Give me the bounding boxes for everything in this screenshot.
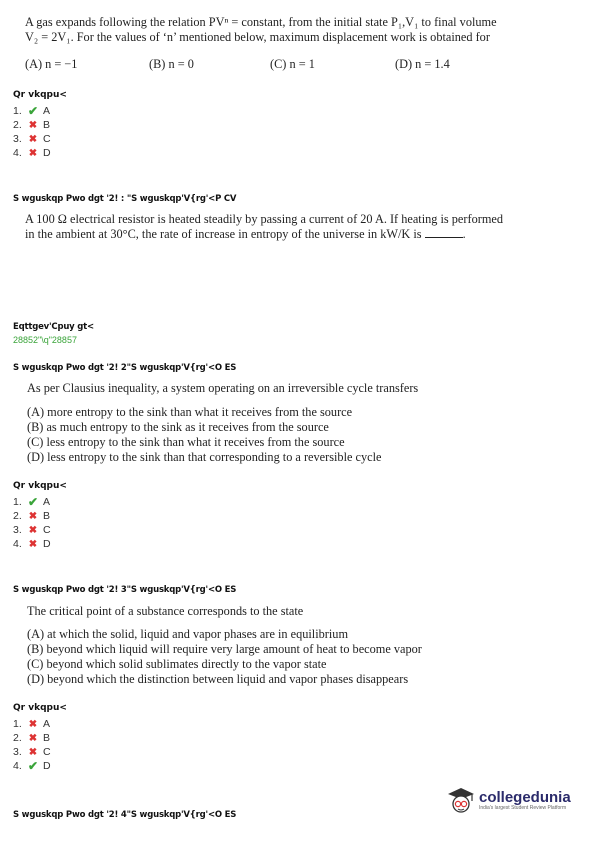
option-row [13,118,51,132]
option-number: 3. [13,746,22,758]
choice-c: (C) less entropy to the sink than what it receives from the source [27,435,345,449]
cross-icon: ✖ [28,746,38,758]
option-number: 4. [13,538,22,550]
cross-icon: ✖ [28,718,38,730]
options-list-3 [13,495,51,551]
correct-answer-value: 28852"\q"28857 [13,335,77,345]
choice-b: (B) n = 0 [149,57,194,71]
check-icon: ✔ [27,104,39,118]
question-1-choices [25,57,585,72]
option-letter: A [43,718,51,730]
option-letter: B [43,119,51,131]
question-2-header: S wguskqp Pwo dgt '2! : "S wguskqp'V{rg'<P CV [13,194,237,204]
option-letter: A [43,105,51,117]
option-row [13,745,51,759]
question-3-choices [27,405,587,465]
option-row [13,146,51,160]
options-list-1 [13,104,51,160]
options-label-4: Qr vkqpu< [13,703,67,713]
cross-icon: ✖ [28,732,38,744]
graduate-icon [446,786,476,814]
question-2-line1: A 100 Ω electrical resistor is heated steadily by passing a current of 20 A. If heating is performed [25,212,503,226]
option-number: 1. [13,718,22,730]
option-letter: A [43,496,51,508]
option-row [13,717,51,731]
question-4-header: S wguskqp Pwo dgt '2! 3"S wguskqp'V{rg'<O ES [13,585,237,595]
question-2 [25,212,585,242]
option-row [13,537,51,551]
correct-answer-label: Eqttgev'Cpuy gt< [13,322,94,332]
options-label-1: Qr vkqpu< [13,90,67,100]
answer-blank [425,237,463,238]
question-1-line1: A gas expands following the relation PVⁿ = constant, from the initial state P₁,V₁ to final volume [25,15,497,29]
cross-icon: ✖ [28,510,38,522]
choice-d: (D) n = 1.4 [395,57,450,71]
question-4-choices [27,627,587,687]
cross-icon: ✖ [28,119,38,131]
question-2-line2-text: in the ambient at 30°C, the rate of increase in entropy of the universe in kW/K is [25,227,422,241]
choice-b: (B) as much entropy to the sink as it receives from the source [27,420,329,434]
option-number: 4. [13,147,22,159]
question-1 [25,15,585,45]
option-number: 3. [13,524,22,536]
check-icon: ✔ [27,495,39,509]
cross-icon: ✖ [28,538,38,550]
option-number: 2. [13,119,22,131]
option-number: 1. [13,496,22,508]
option-letter: D [43,538,51,550]
question-3-header: S wguskqp Pwo dgt '2! 2"S wguskqp'V{rg'<O ES [13,363,237,373]
options-label-3: Qr vkqpu< [13,481,67,491]
question-5-header: S wguskqp Pwo dgt '2! 4"S wguskqp'V{rg'<O ES [13,810,237,820]
choice-b: (B) beyond which liquid will require very large amount of heat to become vapor [27,642,422,656]
option-letter: C [43,524,51,536]
option-letter: C [43,746,51,758]
choice-c: (C) n = 1 [270,57,315,71]
cross-icon: ✖ [28,524,38,536]
choice-c: (C) beyond which solid sublimates directly to the vapor state [27,657,327,671]
cross-icon: ✖ [28,133,38,145]
option-row [13,759,51,773]
choice-d: (D) less entropy to the sink than that corresponding to a reversible cycle [27,450,382,464]
logo-name: collegedunia [479,788,571,806]
option-number: 1. [13,105,22,117]
option-row [13,509,51,523]
option-number: 3. [13,133,22,145]
choice-a: (A) n = −1 [25,57,78,71]
option-number: 4. [13,760,22,772]
option-row [13,523,51,537]
question-4-stem: The critical point of a substance corresponds to the state [27,604,304,618]
option-row [13,104,51,118]
choice-d: (D) beyond which the distinction between liquid and vapor phases disappears [27,672,409,686]
choice-a: (A) more entropy to the sink than what it receives from the source [27,405,353,419]
option-letter: D [43,760,51,772]
option-row [13,132,51,146]
option-row [13,495,51,509]
question-3-stem: As per Clausius inequality, a system operating on an irreversible cycle transfers [27,381,419,395]
option-letter: B [43,510,51,522]
options-list-4 [13,717,51,773]
option-letter: D [43,147,51,159]
option-row [13,731,51,745]
question-1-line2: V₂ = 2V₁. For the values of ‘n’ mentioned below, maximum displacement work is obtained for [25,30,490,44]
choice-a: (A) at which the solid, liquid and vapor phases are in equilibrium [27,627,349,641]
option-letter: B [43,732,51,744]
collegedunia-logo [446,786,571,814]
check-icon: ✔ [27,759,39,773]
option-letter: C [43,133,51,145]
question-2-line2: in the ambient at 30°C, the rate of increase in entropy of the universe in kW/K is . [25,227,466,241]
cross-icon: ✖ [28,147,38,159]
logo-tagline: India's largest Student Review Platform [479,804,567,811]
option-number: 2. [13,510,22,522]
option-number: 2. [13,732,22,744]
